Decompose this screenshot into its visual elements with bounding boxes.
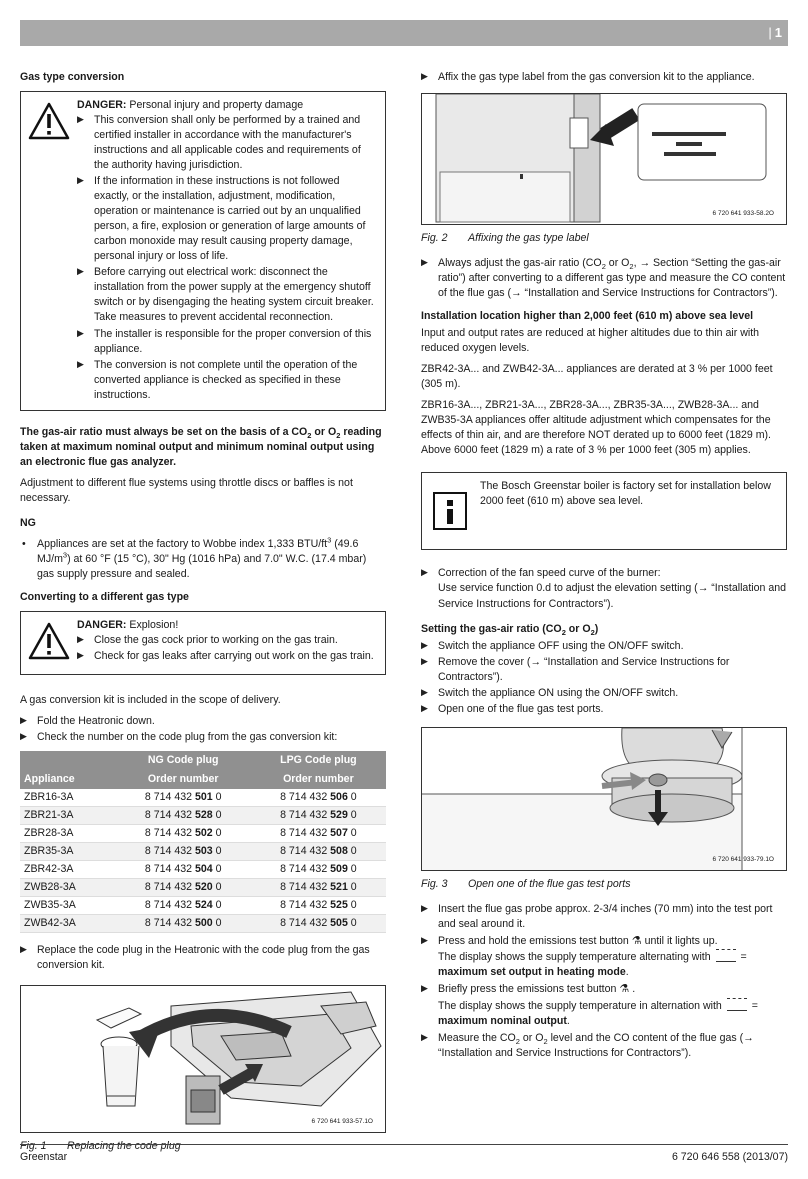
figure-caption: Fig. 2 Affixing the gas type label xyxy=(421,232,589,245)
figure-reference: 6 720 641 933-58.2O xyxy=(712,209,774,217)
step-item: ▶ Affix the gas type label from the gas conversion kit to the appliance. xyxy=(421,70,787,85)
danger-box-explosion xyxy=(20,611,386,675)
step-item: ▶ Check the number on the code plug from the gas conversion kit: xyxy=(20,730,386,745)
lpg-order-number-cell: 8 714 432 509 0 xyxy=(251,861,386,879)
step-item: ▶ Press and hold the emissions test button ⚗ until it lights up. The display shows the supply temperature alternating with = maximum set output in heating mode. xyxy=(421,934,787,981)
emissions-test-button-icon: ⚗ xyxy=(631,934,642,947)
table-row xyxy=(20,915,386,933)
table-row xyxy=(20,897,386,915)
figure-caption: Fig. 1 Replacing the code plug xyxy=(20,1140,181,1153)
table-row xyxy=(20,861,386,879)
lpg-order-number-cell: 8 714 432 525 0 xyxy=(251,897,386,915)
step-item: ▶ Switch the appliance ON using the ON/OFF switch. xyxy=(421,686,787,701)
figure-reference: 6 720 641 933-57.1O xyxy=(311,1118,373,1126)
altitude-paragraph: ZBR16-3A..., ZBR21-3A..., ZBR28-3A..., ZBR35-3A..., ZWB28-3A... and ZWB35-3A appliances offer altitude adjustment which compensates for the effects of thin air, and are therefore NOT derated up to 6000 feet (1829 m). Above 6000 feet (1829 m) a rate of 3 % per 1000 feet (305 m) applies. xyxy=(421,399,772,457)
danger-item: ▶ If the information in these instructions is not followed exactly, or the installation, adjustment, modification, operation or maintenance is carried out by an unqualified person, a fire, explosion or generation of large amounts of carbon monoxide may result causing property damage, personal injury or loss of life. xyxy=(77,174,377,264)
figure-reference: 6 720 641 933-79.1O xyxy=(712,855,774,863)
danger-item: ▶ This conversion shall only be performed by a trained and certified installer in accordance with the manufacturer's instructions and all applicable codes and requirements of the authority having jurisdiction. xyxy=(77,113,377,173)
info-text: The Bosch Greenstar boiler is factory set for installation below 2000 feet (610 m) above sea level. xyxy=(480,480,771,508)
info-box xyxy=(421,472,787,550)
appliance-cell: ZBR35-3A xyxy=(20,843,116,861)
altitude-paragraph: Input and output rates are reduced at higher altitudes due to thin air with reduced oxygen levels. xyxy=(421,327,760,355)
info-icon xyxy=(422,473,478,549)
table-row xyxy=(20,879,386,897)
table-row xyxy=(20,789,386,807)
figure-3-flue-gas-test-ports xyxy=(421,727,787,871)
ng-order-number-cell: 8 714 432 524 0 xyxy=(116,897,251,915)
step-item: ▶ Fold the Heatronic down. xyxy=(20,714,386,729)
ng-order-number-cell: 8 714 432 503 0 xyxy=(116,843,251,861)
step-item: ▶ Always adjust the gas-air ratio ($CO_2$ or $O_2$, → Section “Setting the gas-air ratio”) after converting to a different gas type and measure the CO content of the flue gas (→ “Installation and Service Instructions for Contractors”). xyxy=(421,256,787,301)
footer-doc-number: 6 720 646 558 (2013/07) xyxy=(671,1151,788,1163)
ng-order-number-cell: 8 714 432 501 0 xyxy=(116,789,251,807)
appliance-cell: ZBR28-3A xyxy=(20,825,116,843)
step-item: ▶ Briefly press the emissions test button ⚗ . The display shows the supply temperature in alternation with = maximum nominal output. xyxy=(421,982,787,1029)
appliance-cell: ZWB28-3A xyxy=(20,879,116,897)
display-dash-icon xyxy=(716,949,736,962)
table-row xyxy=(20,807,386,825)
table-header-cell: Order number xyxy=(116,770,251,789)
right-column xyxy=(421,70,787,1062)
step-item: ▶ Measure the $CO_2$ or $O_2$ level and the CO content of the flue gas (→ “Installation and Service Instructions for Contractors”). xyxy=(421,1031,787,1061)
footer-product: Greenstar xyxy=(20,1151,68,1163)
step-item: ▶ Replace the code plug in the Heatronic with the code plug from the gas conversion kit. xyxy=(20,943,386,973)
warning-triangle-icon xyxy=(21,612,77,674)
step-item: ▶ Switch the appliance OFF using the ON/OFF switch. xyxy=(421,639,787,654)
figure-1-replacing-code-plug xyxy=(20,985,386,1133)
lpg-order-number-cell: 8 714 432 508 0 xyxy=(251,843,386,861)
danger-item: ▶ Check for gas leaks after carrying out work on the gas train. xyxy=(77,649,377,664)
ng-order-number-cell: 8 714 432 504 0 xyxy=(116,861,251,879)
figure-2-affixing-label xyxy=(421,93,787,225)
table-row xyxy=(20,843,386,861)
danger-heading: DANGER: Explosion! xyxy=(77,618,179,631)
table-header-cell xyxy=(20,751,116,770)
ng-order-number-cell: 8 714 432 528 0 xyxy=(116,807,251,825)
appliance-cell: ZBR42-3A xyxy=(20,861,116,879)
left-column xyxy=(20,70,386,1164)
table-header-cell: NG Code plug xyxy=(116,751,251,770)
danger-item: ▶ The installer is responsible for the proper conversion of this appliance. xyxy=(77,327,377,357)
danger-item: ▶ The conversion is not complete until the operation of the converted appliance is checked as specified in these instructions. xyxy=(77,358,377,403)
table-row xyxy=(20,825,386,843)
step-item: ▶ Remove the cover (→ “Installation and Service Instructions for Contractors”). xyxy=(421,655,787,685)
appliance-cell: ZBR21-3A xyxy=(20,807,116,825)
lpg-order-number-cell: 8 714 432 505 0 xyxy=(251,915,386,933)
ng-order-number-cell: 8 714 432 502 0 xyxy=(116,825,251,843)
ng-order-number-cell: 8 714 432 520 0 xyxy=(116,879,251,897)
lpg-order-number-cell: 8 714 432 507 0 xyxy=(251,825,386,843)
page-footer xyxy=(20,1144,788,1165)
lpg-order-number-cell: 8 714 432 521 0 xyxy=(251,879,386,897)
appliance-cell: ZWB35-3A xyxy=(20,897,116,915)
appliance-cell: ZWB42-3A xyxy=(20,915,116,933)
page-number: | 1 xyxy=(768,25,782,40)
appliance-cell: ZBR16-3A xyxy=(20,789,116,807)
display-dash-icon xyxy=(727,998,747,1011)
table-header-cell: LPG Code plug xyxy=(251,751,386,770)
danger-box-personal-injury xyxy=(20,91,386,411)
kit-note: A gas conversion kit is included in the scope of delivery. xyxy=(20,693,281,706)
code-plug-table xyxy=(20,751,386,933)
ng-order-number-cell: 8 714 432 500 0 xyxy=(116,915,251,933)
section-title-setting-gas-air-ratio: Setting the gas-air ratio ($CO_2$ or $O_2$) xyxy=(421,622,599,637)
section-title-ng: NG xyxy=(20,516,36,529)
gas-air-ratio-note: The gas-air ratio must always be set on the basis of a $CO_2$ or $O_2$ reading taken at maximum nominal output and minimum nominal output using an electronic flue gas analyzer. xyxy=(20,425,382,468)
section-title-altitude: Installation location higher than 2,000 feet (610 m) above sea level xyxy=(421,310,754,323)
section-title-converting: Converting to a different gas type xyxy=(20,590,189,603)
danger-item: ▶ Close the gas cock prior to working on the gas train. xyxy=(77,633,377,648)
danger-item: ▶ Before carrying out electrical work: disconnect the installation from the power supply at the emergency shutoff switch or by disengaging the heating system circuit breaker. Take measures to prevent accidental reconnection. xyxy=(77,265,377,325)
lpg-order-number-cell: 8 714 432 506 0 xyxy=(251,789,386,807)
danger-heading: DANGER: Personal injury and property damage xyxy=(77,99,304,112)
step-item: ▶ Open one of the flue gas test ports. xyxy=(421,702,787,717)
table-header-cell: Order number xyxy=(251,770,386,789)
adjustment-note: Adjustment to different flue systems using throttle discs or baffles is not necessary. xyxy=(20,476,353,504)
step-item: ▶ Insert the flue gas probe approx. 2-3/4 inches (70 mm) into the test port and seal around it. xyxy=(421,902,787,932)
step-item: ▶ Correction of the fan speed curve of the burner: Use service function 0.d to adjust the elevation setting (→ “Installation and Service Instructions for Contractors”). xyxy=(421,566,787,611)
ng-bullet: • Appliances are set at the factory to Wobbe index 1,333 BTU/$ft^3$ (49.6 $MJ/m^3$) at 60 °F (15 °C), 30" Hg (1016 hPa) and 7.0" W.C. (17.4 mbar) gas supply pressure and sealed. xyxy=(20,537,386,582)
lpg-order-number-cell: 8 714 432 529 0 xyxy=(251,807,386,825)
section-title-gas-type-conversion: Gas type conversion xyxy=(20,71,125,83)
emissions-test-button-icon: ⚗ xyxy=(619,983,630,996)
warning-triangle-icon xyxy=(21,92,77,410)
header-bar xyxy=(20,20,788,46)
altitude-paragraph: ZBR42-3A... and ZWB42-3A... appliances are derated at 3 % per 1000 feet (305 m). xyxy=(421,363,773,391)
figure-caption: Fig. 3 Open one of the flue gas test ports xyxy=(421,877,631,890)
table-header-cell: Appliance xyxy=(20,770,116,789)
